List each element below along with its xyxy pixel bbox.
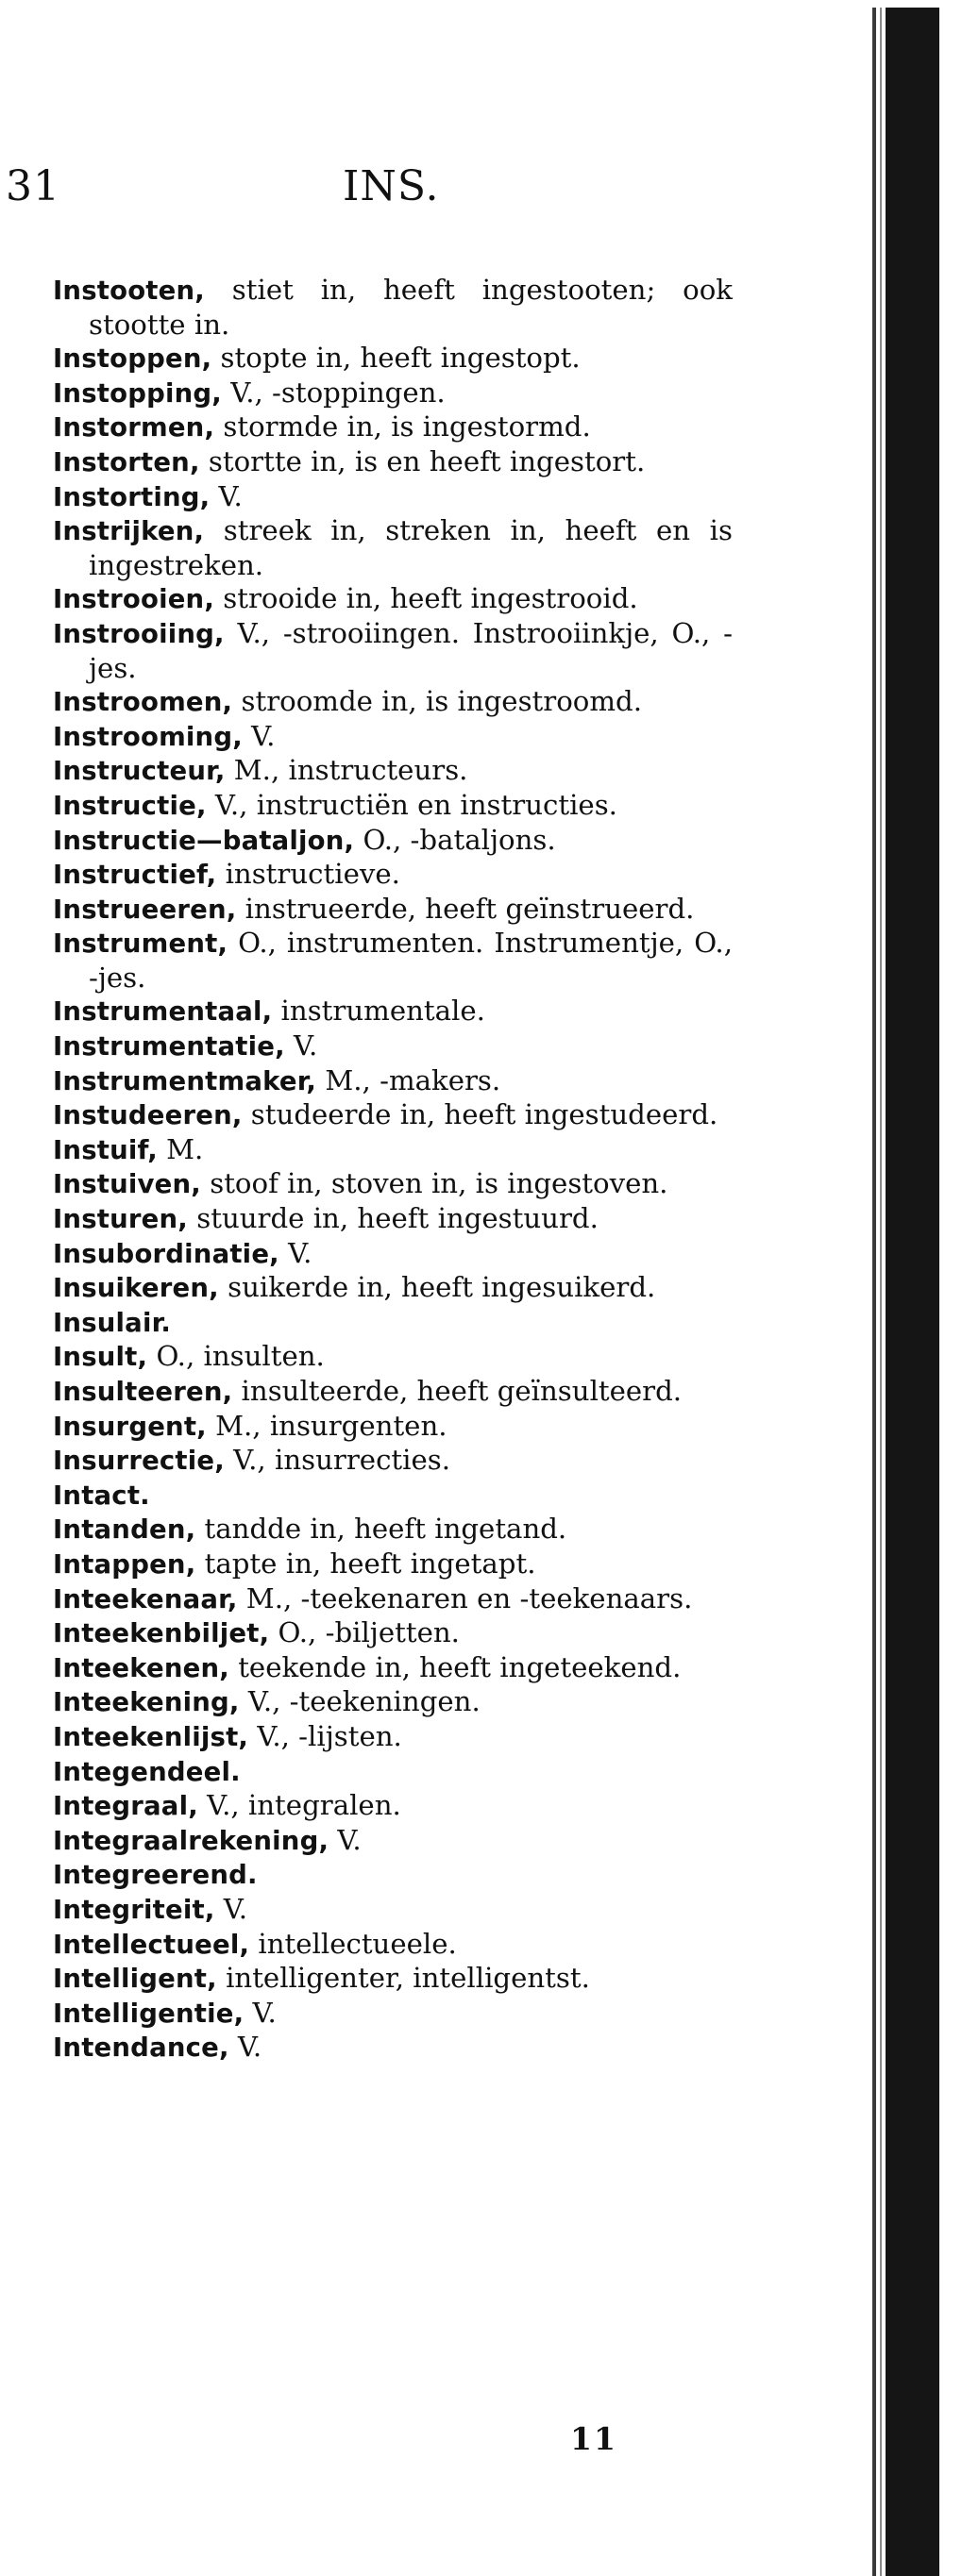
binding-line (880, 8, 882, 2576)
dictionary-entry (53, 1685, 733, 1720)
dictionary-entry (53, 1755, 733, 1790)
dictionary-entries (53, 274, 733, 2066)
entry-definition: M. (157, 1132, 204, 1165)
dictionary-entry (53, 789, 733, 824)
entry-definition: stopte in, heeft ingestopt. (211, 342, 581, 375)
entry-headword: Intappen, (53, 1548, 196, 1580)
page-number-bottom: 11 (570, 2420, 617, 2457)
dictionary-entry (53, 1340, 733, 1375)
dictionary-entry (53, 995, 733, 1029)
dictionary-entry (53, 1133, 733, 1168)
entry-definition: suikerde in, heeft ingesuikerd. (218, 1271, 656, 1304)
dictionary-entry (53, 1167, 733, 1202)
dictionary-entry (53, 1098, 733, 1133)
entry-headword: Instrueeren, (53, 894, 237, 925)
dictionary-entry (53, 1410, 733, 1445)
entry-headword: Integriteit, (53, 1894, 215, 1925)
entry-definition: teekende in, heeft ingeteekend. (228, 1650, 682, 1683)
entry-headword: Instrumentmaker, (53, 1065, 317, 1096)
dictionary-entry (53, 410, 733, 445)
dictionary-entry (53, 720, 733, 755)
dictionary-entry (53, 342, 733, 376)
dictionary-entry (53, 858, 733, 893)
entry-definition: studeerde in, heeft ingestudeerd. (242, 1098, 718, 1131)
entry-headword: Intact. (53, 1480, 150, 1511)
dictionary-entry (53, 893, 733, 928)
entry-definition: V., integralen. (197, 1789, 401, 1822)
dictionary-entry (53, 1064, 733, 1099)
dictionary-entry (53, 274, 733, 342)
page-number-left: 31 (6, 162, 60, 210)
entry-headword: Instuiven, (53, 1169, 201, 1200)
entry-definition: V., -strooiingen. Instrooiinkje, O., -jes. (89, 616, 733, 684)
entry-headword: Insturen, (53, 1204, 188, 1235)
dictionary-entry (53, 685, 733, 720)
binding-main-bar (886, 8, 939, 2576)
entry-headword: Integendeel. (53, 1756, 241, 1787)
entry-definition: streek in, streken in, heeft en is ingestreken. (89, 514, 733, 581)
book-binding-edge (859, 8, 962, 2576)
entry-headword: Insubordinatie, (53, 1238, 279, 1269)
dictionary-entry (53, 1237, 733, 1272)
dictionary-entry (53, 1824, 733, 1859)
dictionary-entry (53, 1202, 733, 1237)
entry-definition: V. (242, 719, 276, 752)
entry-definition: V. (244, 1996, 277, 2029)
entry-definition: insulteerde, heeft geïnsulteerd. (232, 1375, 683, 1407)
entry-headword: Instrooiing, (53, 618, 225, 649)
entry-headword: Insulair. (53, 1307, 172, 1338)
entry-definition: V., -teekeningen. (239, 1685, 481, 1718)
entry-headword: Integraal, (53, 1791, 198, 1822)
dictionary-entry (53, 1029, 733, 1064)
entry-headword: Insurrectie, (53, 1446, 225, 1477)
entry-definition: V., -lijsten. (248, 1719, 402, 1752)
entry-headword: Instuif, (53, 1134, 158, 1165)
entry-headword: Instrumentatie, (53, 1031, 285, 1062)
dictionary-entry (53, 1789, 733, 1824)
dictionary-entry (53, 1306, 733, 1341)
entry-headword: Intendance, (53, 2032, 229, 2064)
entry-headword: Instrument, (53, 928, 228, 960)
entry-definition: instrumentale. (272, 995, 485, 1028)
dictionary-entry (53, 824, 733, 859)
entry-headword: Instrooien, (53, 584, 214, 615)
entry-headword: Insult, (53, 1342, 148, 1373)
entry-definition: V., insurrecties. (224, 1444, 451, 1477)
entry-definition: intellectueele. (249, 1927, 457, 1960)
dictionary-entry (53, 617, 733, 685)
entry-definition: O., -bataljons. (354, 823, 556, 856)
dictionary-entry (53, 1928, 733, 1963)
entry-definition: M., instructeurs. (225, 754, 468, 787)
binding-thin-bar (872, 8, 876, 2576)
entry-definition: strooide in, heeft ingestrooid. (213, 582, 638, 615)
entry-headword: Instooten, (53, 276, 205, 306)
entry-definition: V., instructiën en instructies. (206, 788, 617, 821)
entry-definition: V. (210, 479, 243, 512)
entry-headword: Instrumentaal, (53, 996, 273, 1028)
entry-definition: stiet in, heeft ingestooten; ook stootte in. (89, 274, 733, 341)
entry-headword: Inteekenen, (53, 1652, 229, 1683)
entry-headword: Instructeur, (53, 756, 226, 787)
dictionary-entry (53, 1582, 733, 1617)
entry-definition: stroomde in, is ingestroomd. (232, 685, 643, 718)
entry-definition: V. (284, 1029, 318, 1062)
entry-headword: Inteekenaar, (53, 1583, 238, 1614)
entry-headword: Intellectueel, (53, 1929, 250, 1960)
entry-headword: Instrooming, (53, 721, 243, 752)
entry-definition: instructieve. (216, 858, 400, 891)
dictionary-entry (53, 1720, 733, 1755)
entry-definition: V. (214, 1892, 248, 1925)
entry-headword: Integreerend. (53, 1860, 258, 1891)
entry-definition: stoof in, stoven in, is ingestoven. (200, 1167, 668, 1200)
entry-definition: tapte in, heeft ingetapt. (195, 1547, 536, 1580)
entry-headword: Instoppen, (53, 343, 212, 375)
dictionary-entry (53, 1513, 733, 1547)
dictionary-entry (53, 1651, 733, 1686)
entry-definition: O., -biljetten. (269, 1616, 460, 1649)
entry-definition: V. (278, 1236, 312, 1269)
dictionary-entry (53, 927, 733, 995)
entry-headword: Intelligentie, (53, 1998, 245, 2029)
dictionary-entry (53, 514, 733, 582)
entry-definition: stuurde in, heeft ingestuurd. (187, 1202, 599, 1235)
entry-headword: Insulteeren, (53, 1377, 233, 1407)
entry-headword: Intelligent, (53, 1964, 217, 1995)
entry-definition: V., -stoppingen. (221, 376, 446, 409)
dictionary-entry (53, 1479, 733, 1514)
dictionary-entry (53, 1547, 733, 1582)
entry-headword: Instopping, (53, 377, 222, 409)
entry-headword: Instructie, (53, 790, 207, 821)
entry-definition: M., insurgenten. (206, 1409, 447, 1442)
entry-headword: Inteekenlijst, (53, 1721, 249, 1752)
entry-definition: stormde in, is ingestormd. (214, 410, 591, 443)
dictionary-entry (53, 1444, 733, 1479)
entry-definition: M., -teekenaren en -teekenaars. (237, 1581, 693, 1614)
entry-headword: Instroomen, (53, 687, 233, 718)
entry-definition: stortte in, is en heeft ingestort. (199, 444, 646, 477)
entry-headword: Instructie—bataljon, (53, 825, 355, 856)
entry-headword: Inteekening, (53, 1687, 240, 1718)
running-head: INS. (343, 162, 440, 210)
entry-headword: Intanden, (53, 1514, 196, 1546)
dictionary-entry (53, 1893, 733, 1928)
entry-headword: Integraalrekening, (53, 1825, 329, 1856)
dictionary-entry (53, 480, 733, 515)
entry-headword: Instorten, (53, 446, 200, 477)
dictionary-entry (53, 1271, 733, 1306)
entry-definition: tandde in, heeft ingetand. (195, 1513, 567, 1546)
entry-definition: instrueerde, heeft geïnstrueerd. (236, 892, 695, 925)
entry-definition: V. (228, 2031, 262, 2064)
entry-headword: Instudeeren, (53, 1100, 243, 1131)
entry-headword: Instormen, (53, 412, 215, 443)
entry-headword: Instructief, (53, 860, 217, 891)
entry-definition: M., -makers. (316, 1063, 501, 1096)
dictionary-entry (53, 1375, 733, 1410)
entry-headword: Inteekenbiljet, (53, 1618, 270, 1649)
entry-headword: Instorting, (53, 481, 211, 512)
entry-definition: intelligenter, intelligentst. (216, 1962, 590, 1995)
dictionary-entry (53, 1616, 733, 1651)
entry-headword: Instrijken, (53, 516, 205, 547)
dictionary-entry (53, 582, 733, 617)
dictionary-entry (53, 1858, 733, 1893)
entry-headword: Insurgent, (53, 1411, 207, 1442)
dictionary-entry (53, 754, 733, 789)
dictionary-entry (53, 2031, 733, 2066)
entry-headword: Insuikeren, (53, 1273, 219, 1304)
dictionary-entry (53, 1962, 733, 1997)
dictionary-entry (53, 445, 733, 480)
entry-definition: O., insulten. (147, 1340, 325, 1373)
entry-definition: O., instrumenten. Instrumentje, O., -jes. (89, 927, 733, 994)
dictionary-entry (53, 376, 733, 411)
dictionary-entry (53, 1997, 733, 2032)
entry-definition: V. (329, 1823, 362, 1856)
